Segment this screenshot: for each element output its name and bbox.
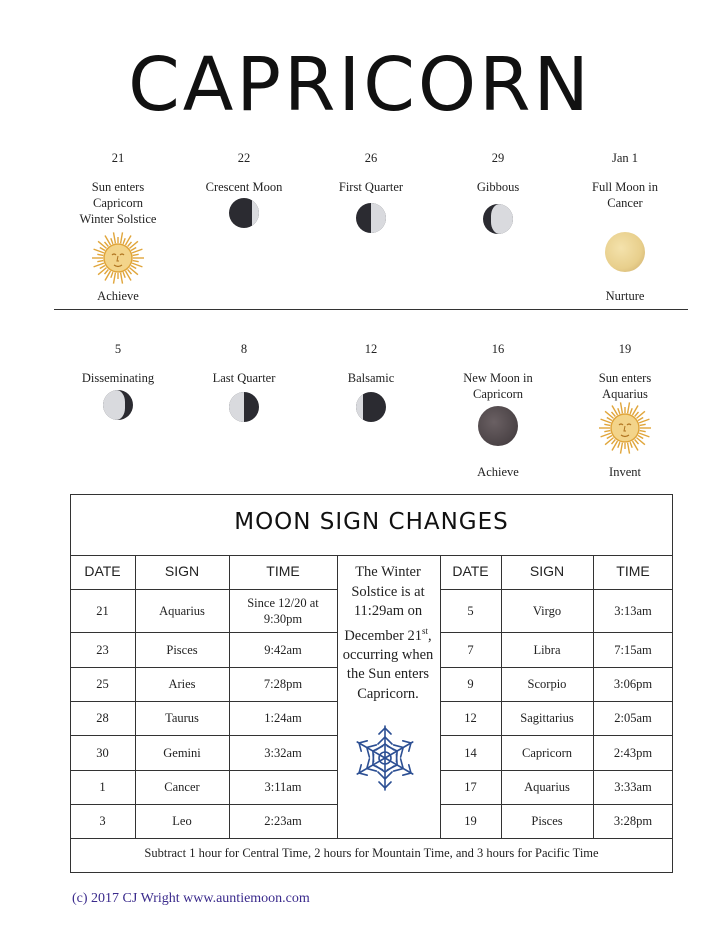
phase-label: Gibbous (476, 180, 520, 194)
phase-entry (563, 150, 687, 303)
new-moon-icon (478, 406, 518, 446)
page-title: CAPRICORN (128, 42, 592, 128)
disseminating-moon-icon (103, 390, 133, 420)
table-cell: Taurus (165, 711, 199, 725)
phase-entry (436, 150, 560, 195)
phase-entry (436, 341, 560, 479)
phase-label: New Moon in Capricorn (463, 371, 533, 401)
phase-entry (56, 150, 180, 303)
table-cell: 19 (464, 814, 477, 828)
table-column-rule (501, 555, 502, 838)
table-cell: Since 12/20 at 9:30pm (247, 595, 319, 626)
phase-date: 19 (618, 342, 632, 356)
phase-date: 5 (114, 342, 122, 356)
table-rule (440, 701, 673, 702)
table-cell: Virgo (532, 603, 562, 618)
table-rule (440, 667, 673, 668)
table-cell: 7:15am (614, 642, 652, 657)
table-cell: 3:11am (264, 780, 302, 794)
table-rule (70, 632, 337, 633)
table-cell: Leo (172, 814, 192, 828)
table-cell: Gemini (163, 745, 201, 760)
phase-date: Jan 1 (611, 151, 639, 165)
solstice-note-text-end: , occurring when the Sun enters Capricorn. (342, 627, 434, 702)
phase-keyword: Achieve (477, 465, 519, 479)
table-rule (70, 804, 337, 805)
phase-date: 21 (111, 151, 125, 165)
column-header: DATE (452, 563, 489, 579)
table-cell: 3:13am (614, 603, 652, 618)
table-rule (70, 555, 673, 556)
phase-keyword: Invent (609, 465, 641, 479)
phase-label: Balsamic (347, 371, 395, 385)
copyright-credit: (c) 2017 CJ Wright www.auntiemoon.com (72, 891, 310, 906)
table-cell: 7:28pm (263, 677, 303, 691)
phase-date: 8 (240, 342, 248, 356)
phase-entry (182, 341, 306, 386)
table-cell: Cancer (164, 780, 200, 794)
table-cell: 21 (96, 603, 109, 618)
table-cell: 2:05am (614, 711, 652, 725)
table-rule (440, 804, 673, 805)
table-rule (440, 735, 673, 736)
table-cell: 1:24am (264, 711, 302, 725)
phase-label: Full Moon in Cancer (592, 180, 658, 210)
table-cell: Scorpio (527, 677, 567, 691)
table-cell: Pisces (531, 814, 563, 828)
table-cell: 3 (99, 814, 106, 828)
gibbous-moon-icon (483, 204, 513, 234)
table-cell: Aquarius (524, 780, 570, 794)
table-cell: 28 (96, 711, 109, 725)
phase-label: Sun enters Capricorn Winter Solstice (79, 180, 157, 226)
table-rule (70, 701, 337, 702)
table-cell: 23 (96, 642, 109, 657)
table-cell: 1 (99, 780, 106, 794)
table-rule (70, 770, 337, 771)
table-cell: Aries (168, 677, 196, 691)
sun-icon (597, 400, 653, 456)
row-divider (54, 309, 688, 310)
table-title: MOON SIGN CHANGES (234, 509, 509, 535)
phase-label: Last Quarter (212, 371, 276, 385)
phase-date: 26 (364, 151, 378, 165)
solstice-note (337, 563, 439, 704)
phase-entry (563, 341, 687, 479)
table-cell: 3:06pm (613, 677, 653, 691)
table-rule (70, 838, 673, 839)
phase-date: 16 (491, 342, 505, 356)
timezone-note: Subtract 1 hour for Central Time, 2 hours for Mountain Time, and 3 hours for Pacific Time (144, 846, 599, 860)
column-header: DATE (84, 563, 121, 579)
column-header: TIME (266, 563, 300, 579)
table-cell: Pisces (166, 642, 198, 657)
phase-keyword: Achieve (97, 289, 139, 303)
table-column-rule (440, 555, 441, 838)
balsamic-moon-icon (356, 392, 386, 422)
column-header: SIGN (529, 563, 565, 579)
table-cell: 9:42am (264, 642, 302, 657)
table-cell: 25 (96, 677, 109, 691)
table-cell: 3:32am (264, 745, 302, 760)
crescent-moon-icon (229, 198, 259, 228)
phase-entry (56, 341, 180, 386)
phase-label: Sun enters Aquarius (598, 371, 652, 401)
table-cell: 12 (464, 711, 477, 725)
solstice-note-text: The Winter Solstice is at 11:29am on December 21 (344, 564, 425, 644)
table-cell: 5 (467, 603, 474, 618)
table-rule (70, 589, 337, 590)
table-rule (70, 735, 337, 736)
table-rule (440, 770, 673, 771)
phase-label: Disseminating (81, 371, 155, 385)
phase-keyword: Nurture (605, 289, 645, 303)
table-cell: 2:43pm (613, 745, 653, 760)
phase-date: 29 (491, 151, 505, 165)
table-cell: 3:28pm (613, 814, 653, 828)
table-cell: 30 (96, 745, 109, 760)
table-rule (440, 632, 673, 633)
table-cell: 3:33am (614, 780, 652, 794)
table-cell: 2:23am (264, 814, 302, 828)
table-cell: Aquarius (159, 603, 205, 618)
last-quarter-moon-icon (229, 392, 259, 422)
table-cell: Libra (533, 642, 561, 657)
table-rule (440, 589, 673, 590)
table-cell: 7 (467, 642, 474, 657)
sun-icon (90, 230, 146, 286)
phase-entry (309, 341, 433, 386)
table-cell: Sagittarius (520, 711, 574, 725)
phase-entry (182, 150, 306, 195)
snowflake-icon (349, 722, 421, 794)
phase-date: 12 (364, 342, 378, 356)
table-column-rule (593, 555, 594, 838)
table-cell: 9 (467, 677, 474, 691)
table-rule (70, 667, 337, 668)
phase-label: First Quarter (338, 180, 404, 194)
full-moon-icon (605, 232, 645, 272)
phase-entry (309, 150, 433, 195)
solstice-note-sup: st (422, 625, 429, 636)
first-quarter-moon-icon (356, 203, 386, 233)
table-cell: 17 (464, 780, 477, 794)
table-cell: Capricorn (522, 745, 572, 760)
column-header: TIME (616, 563, 650, 579)
phase-label: Crescent Moon (205, 180, 283, 194)
column-header: SIGN (164, 563, 200, 579)
table-column-rule (135, 555, 136, 838)
table-cell: 14 (464, 745, 477, 760)
phase-date: 22 (237, 151, 251, 165)
